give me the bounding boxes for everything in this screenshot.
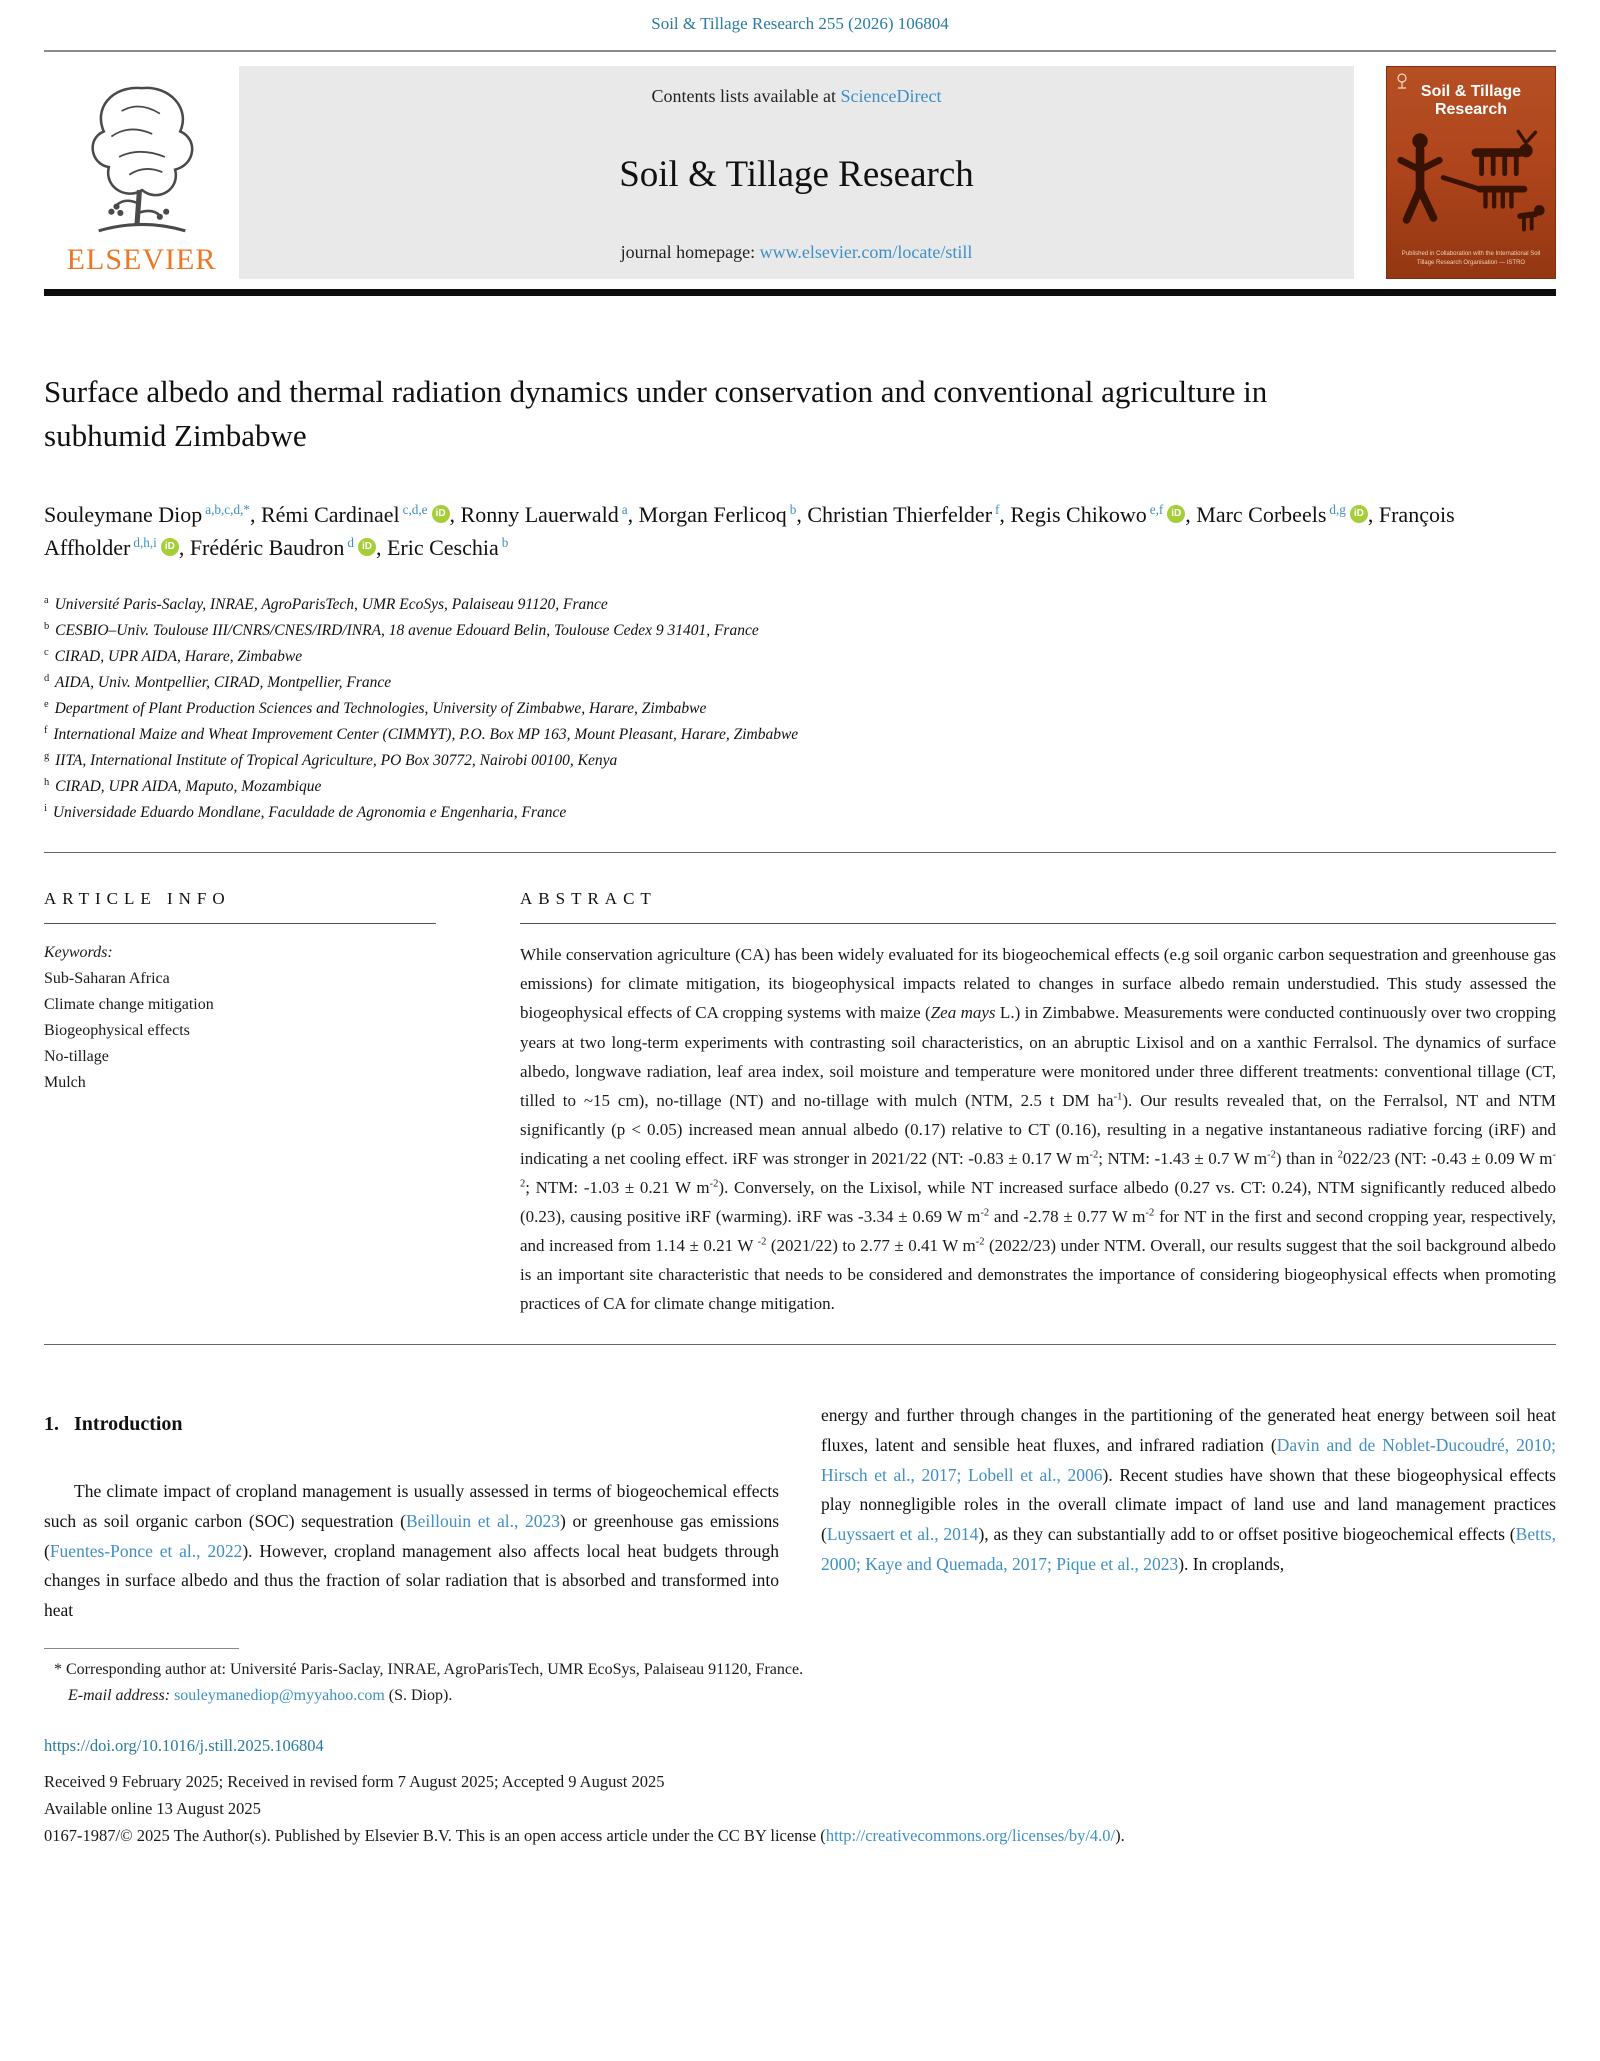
elsevier-wordmark: ELSEVIER [66,243,217,276]
author: Eric Ceschia $^b$ [386,534,509,561]
copyright-line [44,1823,1556,1850]
affiliation: $^e$ Department of Plant Production Sciences and Technologies, University of Zimbabwe, Harare, Zimbabwe [44,699,707,718]
citation-link[interactable]: Beillouin et al., 2023 [405,1510,561,1531]
received-dates: Received 9 February 2025; Received in revised form 7 August 2025; Accepted 9 August 2025 [44,1772,665,1792]
abstract-heading-rule [520,923,1556,924]
affiliation: $^g$ IITA, International Institute of Tropical Agriculture, PO Box 30772, Nairobi 00100, Kenya [44,751,618,770]
email-line [44,1683,1556,1709]
introduction-column-left [44,1401,779,1626]
citation-link[interactable]: Fuentes-Ponce et al., 2022 [49,1540,243,1561]
homepage-prefix: journal homepage: [620,242,760,262]
keywords-label: Keywords: [44,944,113,962]
orcid-icon[interactable]: iD [161,538,179,556]
cover-caption: Published in Collaboration with the International Soil Tillage Research Organisation — ISTRO [1401,251,1541,266]
homepage-line [621,242,973,263]
elsevier-tree-icon [78,83,206,241]
citation-link[interactable]: Luyssaert et al., 2014 [826,1524,979,1545]
email-suffix: (S. Diop). [384,1686,453,1704]
introduction-section [44,1401,1556,1626]
author: Morgan Ferlicoq $^b$ [638,501,797,528]
footnote-block [44,1648,1556,1709]
affiliation: $^c$ CIRAD, UPR AIDA, Harare, Zimbabwe [44,646,303,666]
contents-prefix: Contents lists available at [651,86,841,106]
author: Regis Chikowo $^{e,f}$ iD [1010,502,1185,527]
email-link[interactable]: souleymanediop@myyahoo.com [174,1686,385,1704]
author: François Affholder $^{d,h,i}$ iD [44,502,1455,561]
article-title: Surface albedo and thermal radiation dynamics under conservation and conventional agriculture in subhumid Zimbabwe [44,374,1268,454]
journal-homepage-link[interactable]: www.elsevier.com/locate/still [759,242,973,262]
journal-banner [44,66,1556,279]
abstract-text: While conservation agriculture (CA) has been widely evaluated for its biogeochemical effects (e.g soil organic carbon sequestration and greenhouse gas emissions) for climate mitigation, its biogeophysical impacts related to changes in surface albedo remain understudied. This study assessed the biogeophysical effects of CA cropping systems with maize (Zea mays L.) in Zimbabwe. Measurements were conducted continuously over two cropping years at two long-term experiments with contrasting soil characteristics, on an abruptic Lixisol and on a xanthic Ferralsol. The dynamics of surface albedo, longwave radiation, leaf area index, soil moisture and temperature were monitored under three different treatments: conventional tillage (CT, tilled to ~15 cm), no-tillage (NT) and no-tillage with mulch (NTM, 2.5 t DM $ha^{-1}$). Our results revealed that, on the Ferralsol, NT and NTM significantly (p < 0.05) increased mean annual albedo (0.17) relative to CT (0.16), resulting in a negative instantaneous radiative forcing (iRF) and indicating a net cooling effect. iRF was stronger in 2021/22 (NT: -0.83 ± 0.17 W $m^{-2}$; NTM: -1.43 ± 0.7 W $m^{-2}$) than in $^2$022/23 (NT: -0.43 ± 0.09 W $m^{-2}$; NTM: -1.03 ± 0.21 W $m^{-2}$). Conversely, on the Lixisol, while NT increased surface albedo (0.27 vs. CT: 0.24), NTM significantly reduced albedo (0.23), causing positive iRF (warming). iRF was -3.34 ± 0.69 W $m^{-2}$ and -2.78 ± 0.77 W $m^{-2}$ for NT in the first and second cropping year, respectively, and increased from 1.14 ± 0.21 W $^{-2}$ (2021/22) to 2.77 ± 0.41 W $m^{-2}$ (2022/23) under NTM. Overall, our results suggest that the soil background albedo is an important site characteristic that needs to be considered and demonstrates the importance of considering biogeophysical effects when promoting practices of CA for climate change mitigation. [520,945,1556,1314]
affiliation: $^b$ CESBIO–Univ. Toulouse III/CNRS/CNES/IRD/INRA, 18 avenue Edouard Belin, Toulouse Cedex 9 31401, France [44,620,759,640]
author: Souleymane Diop $^{a,b,c,d,*}$ [44,501,250,528]
doi-link[interactable]: https://doi.org/10.1016/j.still.2025.106804 [44,1735,324,1755]
orcid-icon[interactable]: iD [432,505,450,523]
author: Rémi Cardinael $^{c,d,e}$ iD [261,502,450,527]
contents-line [652,86,942,107]
journal-cover-thumbnail [1386,66,1556,279]
orcid-icon[interactable]: iD [1350,505,1368,523]
abstract-heading: ABSTRACT [520,889,657,909]
author: Marc Corbeels $^{d,g}$ iD [1196,502,1368,527]
author-list: Souleymane Diop $^{a,b,c,d,*}$, Rémi Cardinael $^{c,d,e}$ iD , Ronny Lauerwald $^a$, Morgan Ferlicoq $^b$, Christian Thierfelder $^f$, Regis Chikowo $^{e,f}$ iD , Marc Corbeels $^{d,g}$ iD , François Affholder $^{d,h,i}$ iD , Frédéric Baudron $^d$ iD , Eric Ceschia $^b$ [44,501,1455,561]
author: Christian Thierfelder $^f$ [807,501,1000,528]
author: Frédéric Baudron $^d$ iD [190,535,376,560]
affiliation: $^d$ AIDA, Univ. Montpellier, CIRAD, Montpellier, France [44,672,392,692]
affiliation: $^a$ Université Paris-Saclay, INRAE, AgroParisTech, UMR EcoSys, Palaiseau 91120, France [44,594,608,614]
article-info-heading: ARTICLE INFO [44,889,231,909]
keyword: Climate change mitigation [44,996,214,1014]
journal-header-box [239,66,1354,279]
header-divider-bar [44,289,1556,296]
license-link[interactable]: http://creativecommons.org/licenses/by/4.0/ [825,1825,1116,1845]
footer-block [44,1733,1556,1850]
orcid-icon[interactable]: iD [358,538,376,556]
keyword: Sub-Saharan Africa [44,970,170,988]
affiliation: $^h$ CIRAD, UPR AIDA, Maputo, Mozambique [44,777,322,796]
email-label: E-mail address: [68,1686,171,1704]
elsevier-logo [44,66,239,279]
author: Ronny Lauerwald $^a$ [460,501,628,528]
affiliation-list [44,592,1556,826]
copyright-prefix: 0167-1987/© 2025 The Author(s). Published by Elsevier B.V. This is an open access article under the CC BY license ( [44,1825,826,1845]
abstract-column [520,853,1556,1318]
keywords-block [44,940,436,1095]
keyword: Mulch [44,1073,86,1091]
available-online: Available online 13 August 2025 [44,1799,261,1819]
info-abstract-block [44,853,1556,1318]
sciencedirect-link[interactable]: ScienceDirect [840,86,942,106]
introduction-paragraph-right: energy and further through changes in the partitioning of the generated heat energy between soil heat fluxes, latent and sensible heat fluxes, and infrared radiation (Davin and de Noblet-Ducoudré, 2010; Hirsch et al., 2017; Lobell et al., 2006). Recent studies have shown that these biogeophysical effects play nonnegligible roles in the overall climate impact of land use and land management practices (Luyssaert et al., 2014), as they can substantially add to or offset positive biogeochemical effects (Betts, 2000; Kaye and Quemada, 2017; Pique et al., 2023). In croplands, [821,1405,1557,1574]
corresponding-author-note: * Corresponding author at: Université Paris-Saclay, INRAE, AgroParisTech, UMR EcoSys, Palaiseau 91120, France. [54,1660,804,1678]
section-divider-bottom [44,1344,1556,1345]
affiliation: $^f$ International Maize and Wheat Improvement Center (CIMMYT), P.O. Box MP 163, Mount Pleasant, Harare, Zimbabwe [44,725,799,744]
footnote-rule [44,1648,239,1649]
citation-link[interactable]: Davin and de Noblet-Ducoudré, 2010; Hirsch et al., 2017; Lobell et al., 2006 [821,1434,1557,1485]
keyword: No-tillage [44,1047,109,1065]
introduction-paragraph-left: The climate impact of cropland management is usually assessed in terms of biogeochemical effects such as soil organic carbon (SOC) sequestration (Beillouin et al., 2023) or greenhouse gas emissions (Fuentes-Ponce et al., 2022). However, cropland management also affects local heat budgets through changes in surface albedo and thus the fraction of solar radiation that is absorbed and transformed into heat [44,1481,780,1621]
orcid-icon[interactable]: iD [1167,505,1185,523]
masthead [44,0,1556,34]
article-info-heading-rule [44,923,436,924]
introduction-column-right [821,1401,1556,1626]
affiliation: $^i$ Universidade Eduardo Mondlane, Faculdade de Agronomia e Engenharia, France [44,803,567,822]
article-info-column [44,853,436,1318]
copyright-suffix: ). [1115,1825,1125,1845]
journal-title: Soil & Tillage Research [619,154,974,195]
journal-citation-link[interactable]: Soil & Tillage Research 255 (2026) 106804 [651,14,949,33]
introduction-heading: 1. Introduction [44,1413,183,1436]
masthead-divider [44,50,1556,52]
cover-journal-title: Soil & Tillage Research [1420,83,1522,118]
keyword: Biogeophysical effects [44,1022,190,1040]
petroglyph-art [1395,123,1549,235]
cover-elsevier-mark-icon [1396,73,1408,94]
citation-link[interactable]: Betts, 2000; Kaye and Quemada, 2017; Pique et al., 2023 [821,1524,1556,1574]
keywords-list [44,966,436,1096]
